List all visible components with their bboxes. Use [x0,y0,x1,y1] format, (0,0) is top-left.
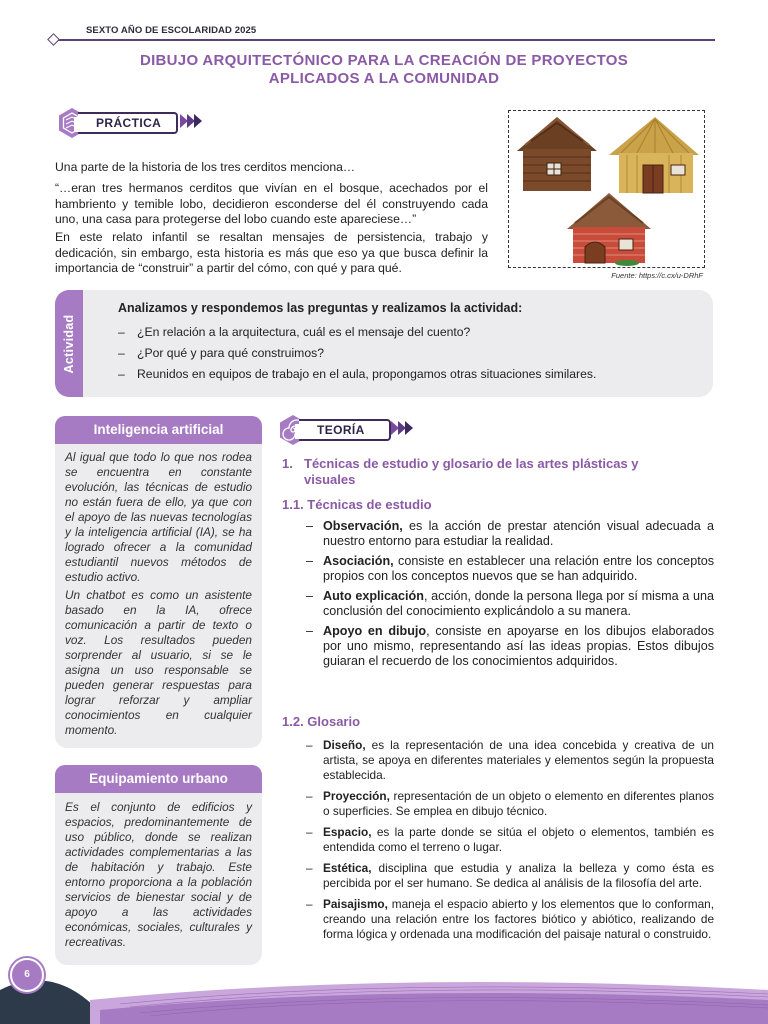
activity-item: – Reunidos en equipos de trabajo en el aula, propongamos otras situaciones similares. [118,364,596,385]
activity-list [118,322,596,385]
list-item: – Espacio, es la parte donde se sitúa el objeto o elementos, también es entendida como el terreno o lugar. [306,825,714,855]
chevrons-icon [391,421,412,435]
section-heading-1-2: 1.2. Glosario [282,714,361,729]
practica-quote: “…eran tres hermanos cerditos que vivían en el bosque, acechados por el hambriento y temible lobo, decidieron esconderse del él construyendo cada uno, una casa para protegerse del lobo cuando este apareciese…” [55,181,488,226]
running-header: SEXTO AÑO DE ESCOLARIDAD 2025 [86,25,257,36]
activity-item: – ¿Por qué y para qué construimos? [118,343,596,364]
wood-house-icon [517,117,597,191]
page-title-line1: DIBUJO ARQUITECTÓNICO PARA LA CREACIÓN DE PROYECTOS [139,52,629,69]
list-item: – Auto explicación, acción, donde la persona llega por sí misma a una conclusión del conocimiento explicándolo a su manera. [306,589,714,619]
list-item: – Paisajismo, maneja el espacio abierto y los elementos que lo conforman, creando una relación entre los factores biótico y abiótico, realizando de forma lógica y ordenada una modificación del paisaje natural o construido. [306,897,714,942]
teoria-banner [277,418,422,442]
practica-intro: Una parte de la historia de los tres cerditos menciona… [55,160,356,174]
list-item: – Estética, disciplina que estudia y analiza la belleza y como ésta es percibida por el ser humano. Se dedica al análisis de la filosofía del arte. [306,861,714,891]
equipamiento-paragraph: Es el conjunto de edificios y espacios, predominantemente de uso público, donde se realizan actividades complementarias a las de habitación y trabajo. Este entorno proporciona a la población servicios de bienestar social y de apoyo a las actividades económicas, sociales, culturales y recreativas. [65,800,252,949]
activity-tab-label: Actividad [62,314,76,373]
list-item: – Apoyo en dibujo, consiste en apoyarse en los dibujos elaborados por uno mismo, representando así las ideas propias. Estos dibujos guiaran el recuerdo de los conocimientos adquiridos. [306,624,714,669]
footer-decoration [0,960,768,1024]
practica-reflection: En este relato infantil se resaltan mensajes de persistencia, trabajo y dedicación, sin embargo, esta historia es más que eso ya que busca definir la importancia de “construir” a partir del cómo, con qué y para qué. [55,230,488,275]
page-number: 6 [10,958,44,992]
brick-house-icon [567,193,651,266]
list-item: – Observación, es la acción de prestar atención visual adecuada a nuestro entorno para estudiar la realidad. [306,519,714,549]
ia-title: Inteligencia artificial [55,416,262,444]
three-houses-illustration [508,110,705,268]
list-item: – Diseño, es la representación de una idea concebida y creativa de un artista, se apoya en diferentes materiales y elementos según la propuesta establecida. [306,738,714,783]
practica-banner [56,111,201,135]
straw-house-icon [609,117,699,193]
practica-label: PRÁCTICA [78,112,178,134]
header-rule [52,39,715,41]
ia-paragraph-1: Al igual que todo lo que nos rodea se encuentra en constante evolución, las técnicas de estudio no están fuera de ello, ya que con el apoyo de las nuevas tecnologías y la inteligencia artificial (IA), se ha logrado ofrecer a la comunidad estudiantil nuevos métodos de estudio activo. [65,450,252,584]
tecnicas-list [306,519,714,674]
page-title [70,52,698,88]
header-diamond-icon [47,33,60,46]
page-title-line2: APLICADOS A LA COMUNIDAD [268,70,500,87]
section-heading-1-1: 1.1. Técnicas de estudio [282,497,432,512]
teoria-label: TEORÍA [299,419,391,441]
list-item: – Asociación, consiste en establecer una relación entre los conceptos propios con los conceptos nuevos que se han adquirido. [306,554,714,584]
activity-heading: Analizamos y respondemos las preguntas y realizamos la actividad: [118,301,523,315]
image-source: Fuente: https://c.cx/u-DRhF [611,271,703,280]
list-item: – Proyección, representación de un objeto o elemento en diferentes planos o superficies. Se emplea en dibujo técnico. [306,789,714,819]
equipamiento-title: Equipamiento urbano [55,765,262,793]
chevrons-icon [180,114,201,128]
section-heading-1: 1. Técnicas de estudio y glosario de las artes plásticas y visuales [282,456,639,487]
activity-item: – ¿En relación a la arquitectura, cuál es el mensaje del cuento? [118,322,596,343]
glosario-list [306,738,714,948]
ia-paragraph-2: Un chatbot es como un asistente basado en la IA, ofrece comunicación a partir de texto o voz. Los resultados pueden sorprender al usuario, si se le asigna un uso responsable se pueden generar respuestas para lograr reforzar y ampliar conocimientos en cualquier momento. [65,588,252,737]
activity-tab [55,290,83,397]
